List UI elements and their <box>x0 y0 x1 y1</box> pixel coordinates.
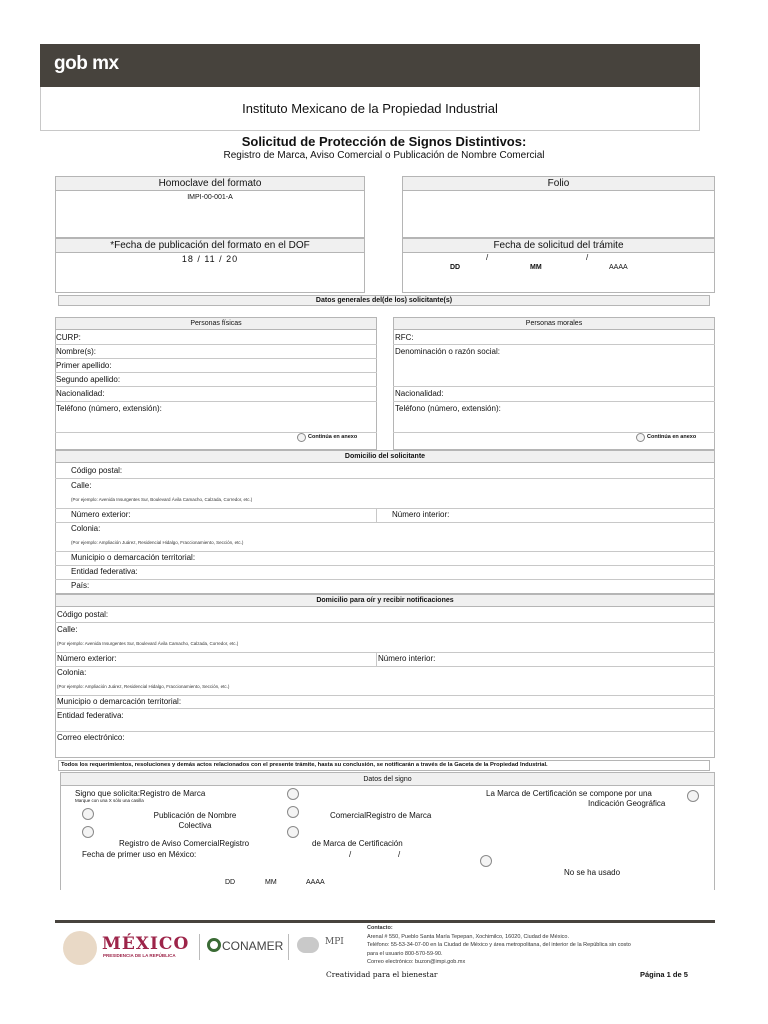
colectiva-label: Colectiva <box>178 821 212 830</box>
marca-certificacion-radio[interactable] <box>287 826 299 838</box>
notif-colonia-hint: (Por ejemplo: Ampliación Juárez, Residencial Hidalgo, Fraccionamiento, Sección, etc.) <box>57 684 230 689</box>
numero-exterior-label: Número exterior: <box>71 510 131 519</box>
notif-codigo-postal-label: Código postal: <box>57 610 109 619</box>
presidencia-text: PRESIDENCIA DE LA REPÚBLICA <box>103 953 176 958</box>
notif-municipio-label: Municipio o demarcación territorial: <box>57 697 182 706</box>
form-subtitle: Registro de Marca, Aviso Comercial o Publicación de Nombre Comercial <box>223 150 545 161</box>
indicacion-geografica-label: Indicación Geográfica <box>588 799 666 808</box>
signo-solicita-label: Signo que solicita:Registro de Marca <box>75 789 206 798</box>
continua-anexo-label: Continúa en anexo <box>308 434 358 440</box>
certificacion-label: La Marca de Certificación se compone por una <box>486 789 652 798</box>
institution-name: Instituto Mexicano de la Propiedad Industrial <box>40 87 700 131</box>
form-title: Solicitud de Protección de Signos Distintivos: <box>241 134 527 149</box>
notif-entidad-label: Entidad federativa: <box>57 711 124 720</box>
no-usado-label: No se ha usado <box>564 868 621 877</box>
colonia-hint: (Por ejemplo: Ampliación Juárez, Residencial Hidalgo, Fraccionamiento, Sección, etc.) <box>71 540 244 545</box>
contacto-block <box>367 924 631 967</box>
fecha-primer-uso-label: Fecha de primer uso en México: <box>82 850 197 859</box>
mpi-icon <box>297 937 319 953</box>
homoclave-value: IMPI-00-001-A <box>187 194 233 201</box>
denominacion-label: Denominación o razón social: <box>395 347 500 356</box>
aviso-comercial-label: Registro de Aviso ComercialRegistro <box>119 839 250 848</box>
uso-date-slash: / <box>398 850 401 859</box>
mexico-eagle-icon <box>63 931 97 965</box>
contacto-email[interactable]: Correo electrónico: buzon@impi.gob.mx <box>367 959 466 965</box>
no-usado-radio[interactable] <box>480 855 492 867</box>
mexico-logo-text: MÉXICO <box>102 934 190 954</box>
rfc-label: RFC: <box>395 333 414 342</box>
notif-numero-interior-label: Número interior: <box>378 654 436 663</box>
telefono-label: Teléfono (número, extensión): <box>56 404 162 413</box>
gob-mx-logo: gob mx <box>54 53 119 74</box>
contacto-address: Arenal # 550, Pueblo Santa María Tepepan, Xochimilco, 16020, Ciudad de México. <box>367 933 569 940</box>
footer-divider <box>55 920 715 923</box>
entidad-label: Entidad federativa: <box>71 567 138 576</box>
comercial-radio[interactable] <box>287 806 299 818</box>
datos-signo-title: Datos del signo <box>60 772 715 786</box>
fecha-solicitud-box[interactable] <box>402 238 715 293</box>
dof-date-label: *Fecha de publicación del formato en el DOF <box>56 239 364 253</box>
footer-slogan: Creatividad para el bienestar <box>326 970 438 979</box>
pais-label: País: <box>71 581 90 590</box>
conamer-icon <box>207 938 221 952</box>
contacto-title: Contacto: <box>367 925 393 931</box>
uso-date-slash: / <box>349 850 352 859</box>
uso-aaaa-label: AAAA <box>306 879 325 886</box>
date-slash: / <box>486 253 489 262</box>
personas-morales-table <box>393 317 715 450</box>
datos-generales-header: Datos generales del(de los) solicitante(s) <box>58 295 710 306</box>
telefono-morales-label: Teléfono (número, extensión): <box>395 404 501 413</box>
domicilio-notificaciones-title: Domicilio para oír y recibir notificaciones <box>55 594 715 607</box>
date-slash: / <box>586 253 589 262</box>
codigo-postal-label: Código postal: <box>71 466 123 475</box>
registro-marca-radio[interactable] <box>287 788 299 800</box>
domicilio-solicitante-title: Domicilio del solicitante <box>55 450 715 463</box>
folio-box[interactable] <box>402 176 715 238</box>
correo-label: Correo electrónico: <box>57 733 125 742</box>
notif-calle-hint: (Por ejemplo: Avenida Insurgentes Sur, Boulevard Ávila Camacho, Calzada, Corredor, etc.) <box>57 641 239 646</box>
comercial-registro-label: ComercialRegistro de Marca <box>330 811 432 820</box>
segundo-apellido-label: Segundo apellido: <box>56 375 121 384</box>
municipio-label: Municipio o demarcación territorial: <box>71 553 196 562</box>
contacto-phone-2: para el usuario 800-570-59-90. <box>367 950 443 957</box>
aaaa-label: AAAA <box>609 264 628 271</box>
uso-dd-label: DD <box>225 879 236 886</box>
nombre-label: Nombre(s): <box>56 347 97 356</box>
notif-calle-label: Calle: <box>57 625 78 634</box>
notif-colonia-label: Colonia: <box>57 668 87 677</box>
personas-morales-title: Personas morales <box>393 317 715 330</box>
uso-mm-label: MM <box>265 879 277 886</box>
notification-notice: Todos los requerimientos, resoluciones y demás actos relacionados con el presente trámite, hasta su conclusión, se notificarán a través de la Gaceta de la Propiedad Industrial. <box>58 760 710 771</box>
marca-certificacion-label: de Marca de Certificación <box>312 839 403 848</box>
mm-label: MM <box>530 264 542 271</box>
conamer-logo-text: CONAMER <box>222 939 284 953</box>
fecha-solicitud-label: Fecha de solicitud del trámite <box>403 239 714 253</box>
numero-interior-label: Número interior: <box>392 510 450 519</box>
calle-label: Calle: <box>71 481 92 490</box>
marque-hint: Marque con una X sólo una casilla <box>75 798 144 803</box>
dof-date-value: 18 / 11 / 20 <box>181 254 239 264</box>
publicacion-nombre-radio[interactable] <box>82 808 94 820</box>
dof-date-box <box>55 238 365 293</box>
contacto-phone: Teléfono: 55-53-34-07-00 en la Ciudad de México y área metropolitana, del interior de la República sin costo <box>367 942 631 948</box>
aviso-comercial-radio[interactable] <box>82 826 94 838</box>
nacionalidad-morales-label: Nacionalidad: <box>395 389 444 398</box>
indicacion-geografica-radio[interactable] <box>687 790 699 802</box>
notif-numero-exterior-label: Número exterior: <box>57 654 117 663</box>
nacionalidad-label: Nacionalidad: <box>56 389 105 398</box>
dd-label: DD <box>450 264 461 271</box>
folio-label: Folio <box>403 177 714 191</box>
page-number: Página 1 de 5 <box>640 970 688 979</box>
curp-label: CURP: <box>56 333 81 342</box>
continua-anexo-morales-label: Continúa en anexo <box>647 434 697 440</box>
personas-fisicas-title: Personas físicas <box>55 317 377 330</box>
homoclave-box <box>55 176 365 238</box>
continua-anexo-morales-radio[interactable] <box>636 433 645 442</box>
continua-anexo-radio[interactable] <box>297 433 306 442</box>
domicilio-notificaciones-table <box>55 594 715 758</box>
calle-hint: (Por ejemplo: Avenida Insurgentes Sur, Boulevard Ávila Camacho, Calzada, Corredor, etc.) <box>71 497 253 502</box>
homoclave-label: Homoclave del formato <box>56 177 364 191</box>
mpi-logo-text: MPI <box>325 937 344 947</box>
primer-apellido-label: Primer apellido: <box>56 361 112 370</box>
colonia-label: Colonia: <box>71 524 101 533</box>
gob-header-bar <box>40 44 700 87</box>
publicacion-nombre-label: Publicación de Nombre <box>153 811 237 820</box>
